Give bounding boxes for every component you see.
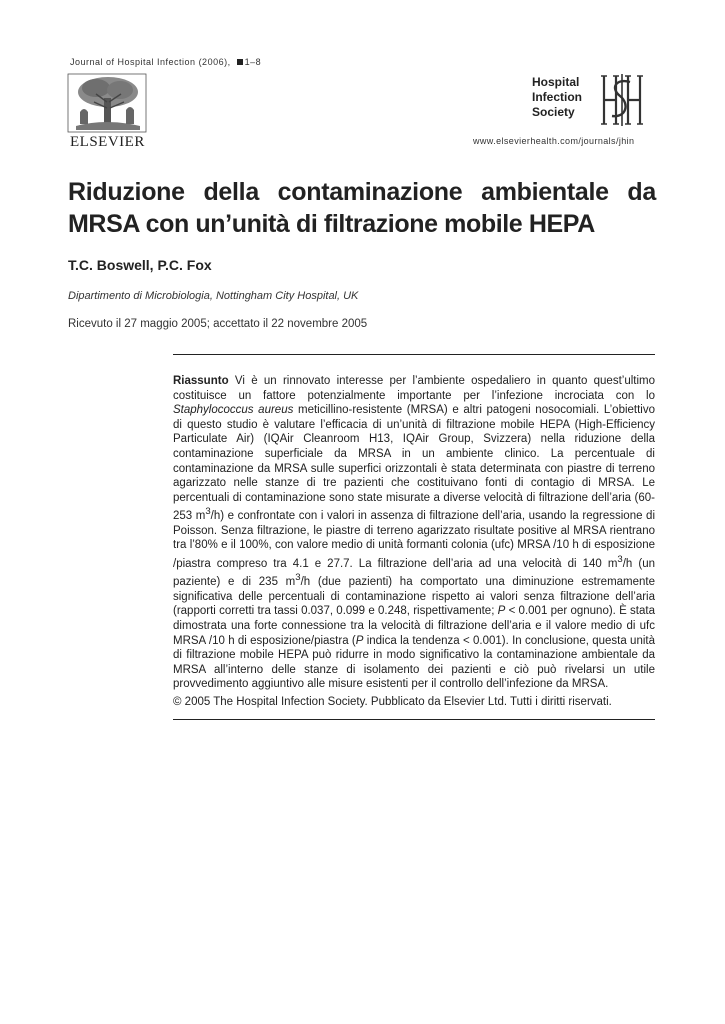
abstract-text-4: /h (un paziente) e di 235 m — [173, 557, 655, 589]
journal-name: Journal of Hospital Infection (2006), — [70, 57, 231, 67]
article-title — [68, 176, 668, 240]
abstract-text-1: Vi è un rinnovato interesse per l’ambiente ospedaliero in quanto quest’ultimo costituisce un fattore potenzialmente importante per l’infezione incrociata con lo — [173, 375, 655, 402]
p-value-symbol-2: P — [355, 634, 364, 647]
publisher-name: ELSEVIER — [70, 134, 145, 150]
journal-url[interactable]: www.elsevierhealth.com/journals/jhin — [473, 136, 635, 146]
society-line-1: Hospital — [532, 75, 580, 89]
affiliation: Dipartimento di Microbiologia, Nottingham City Hospital, UK — [68, 290, 359, 302]
copyright-notice: © 2005 The Hospital Infection Society. Pubblicato da Elsevier Ltd. Tutti i diritti riservati. — [173, 696, 612, 708]
his-monogram-logo-icon — [598, 72, 646, 128]
black-square-icon — [237, 59, 243, 65]
abstract-text-5: /h (due pazienti) ha comportato una diminuzione estremamente significativa delle percentuali di contaminazione rispetto ai valori senza filtrazione dell’aria (rapporti corretti tra tassi 0.037, 0.099 e 0.248, rispettivamente; — [173, 576, 656, 618]
abstract-species: Staphylococcus aureus — [173, 404, 294, 417]
superscript-3: 3 — [295, 572, 301, 584]
page-range: 1–8 — [244, 57, 262, 67]
society-line-3: Society — [532, 105, 575, 119]
abstract-text-6: < 0.001 per ognuno). È stata dimostrata una forte connessione tra la velocità di filtrazione dell’aria e il valore medio di ufc MRSA /10 h di esposizione/piastra ( — [173, 605, 655, 647]
p-value-symbol-1: P — [497, 605, 506, 618]
abstract-text-3: /h) e confrontate con i valori in assenza di filtrazione dell’aria, usando la regressione di Poisson. Senza filtrazione, le piastre di terreno agarizzato risultate positive al MRSA rientrano tra l’80% e il 100%, con valore medio di unità formanti colonia (ufc) MRSA /10 h di esposizione /piastra compreso tra 4.1 e 27.7. La filtrazione dell’aria ad una velocità di 140 m — [173, 510, 655, 570]
abstract-text-7: indica la tendenza < 0.001). In conclusione, questa unità di filtrazione mobile HEPA può ridurre in modo significativo la contaminazione ambientale da MRSA all’interno delle stanze di isolamento dei pazienti e ciò può rivelarsi un utile provvedimento aggiuntivo alle misure esistenti per il controllo dell’infezione da MRSA. — [173, 634, 655, 691]
society-name — [532, 75, 582, 120]
abstract — [173, 374, 655, 692]
title-line-1: Riduzione della contaminazione ambientale da — [68, 178, 656, 206]
top-divider — [173, 354, 655, 355]
title-line-2: MRSA con un’unità di filtrazione mobile HEPA — [68, 210, 595, 238]
abstract-text-2: meticillino-resistente (MRSA) e altri patogeni nosocomiali. L’obiettivo di questo studio è valutare l’efficacia di un’unità di filtrazione mobile HEPA (High-Efficiency Particulate Air) (IQAir Cleanroom H13, IQAir Group, Svizzera) nella riduzione della contaminazione superficiale da MRSA in un ambiente clinico. La percentuale di contaminazione da MRSA sulle superfici orizzontali è stata determinata con piastre di terreno agarizzato nelle stanze di tre pazienti che costituivano fonti di contagio di MRSA. Le percentuali di contaminazione sono state misurate a diverse velocità di filtrazione dell’aria (60-253 m — [173, 404, 656, 523]
society-line-2: Infection — [532, 90, 582, 104]
superscript-1: 3 — [205, 506, 211, 518]
journal-citation — [70, 57, 261, 67]
superscript-2: 3 — [617, 553, 623, 565]
authors: T.C. Boswell, P.C. Fox — [68, 257, 212, 273]
abstract-heading: Riassunto — [173, 375, 229, 387]
bottom-divider — [173, 719, 655, 720]
received-dates: Ricevuto il 27 maggio 2005; accettato il 22 novembre 2005 — [68, 318, 368, 330]
